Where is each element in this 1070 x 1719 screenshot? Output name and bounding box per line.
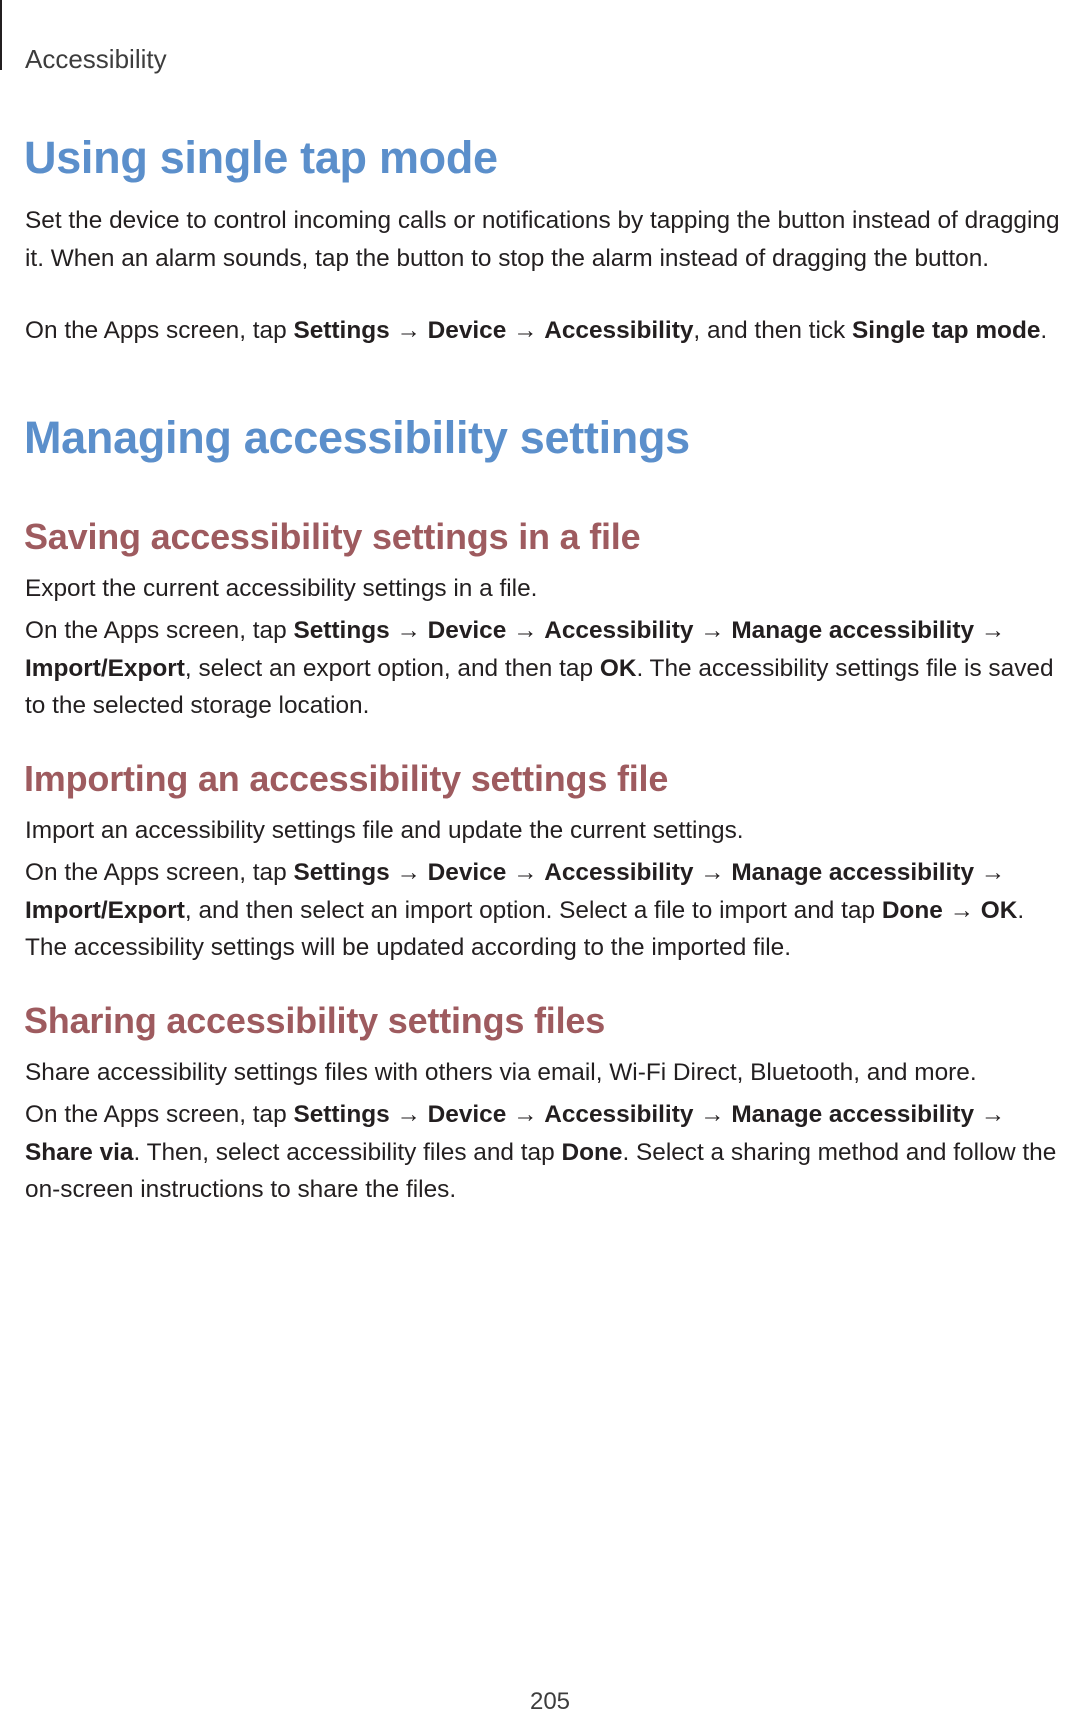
settings-menu-name: Settings — [293, 317, 390, 344]
importing-description: Import an accessibility settings file and update the current settings. — [25, 817, 744, 844]
importing-steps: On the Apps screen, tap Settings → Device → Accessibility → Manage accessibility → Import/Export, and then select an import option. Select a file to import and tap Done → OK. The accessibility settings will be updated according to the imported file. — [25, 859, 1025, 961]
single-tap-description: Set the device to control incoming calls or notifications by tapping the button instead of dragging it. When an alarm sounds, tap the button to stop the alarm instead of dragging the button. — [25, 207, 1060, 272]
importing-title: Importing an accessibility settings file — [24, 758, 669, 799]
page-corner-rule — [0, 0, 2, 70]
saving-description: Export the current accessibility settings in a file. — [25, 575, 538, 602]
single-tap-title: Using single tap mode — [24, 132, 498, 183]
managing-title: Managing accessibility settings — [24, 412, 690, 463]
sharing-description: Share accessibility settings files with others via email, Wi-Fi Direct, Bluetooth, and more. — [25, 1059, 977, 1086]
single-tap-option-name: Single tap mode — [852, 317, 1041, 344]
single-tap-steps: On the Apps screen, tap Settings → Device → Accessibility, and then tick Single tap mode. — [25, 317, 1048, 344]
sharing-steps: On the Apps screen, tap Settings → Device → Accessibility → Manage accessibility → Share via. Then, select accessibility files and tap Done. Select a sharing method and follow the on-screen instructions to share the files. — [25, 1101, 1057, 1203]
saving-steps: On the Apps screen, tap Settings → Device → Accessibility → Manage accessibility → Import/Export, select an export option, and then tap OK. The accessibility settings file is saved to the selected storage location. — [25, 617, 1054, 719]
page-number: 205 — [529, 1688, 571, 1715]
sharing-title: Sharing accessibility settings files — [24, 1000, 606, 1041]
device-menu-name: Device — [427, 317, 507, 344]
chapter-header: Accessibility — [25, 44, 167, 74]
accessibility-menu-name: Accessibility — [544, 317, 694, 344]
saving-title: Saving accessibility settings in a file — [24, 516, 641, 557]
